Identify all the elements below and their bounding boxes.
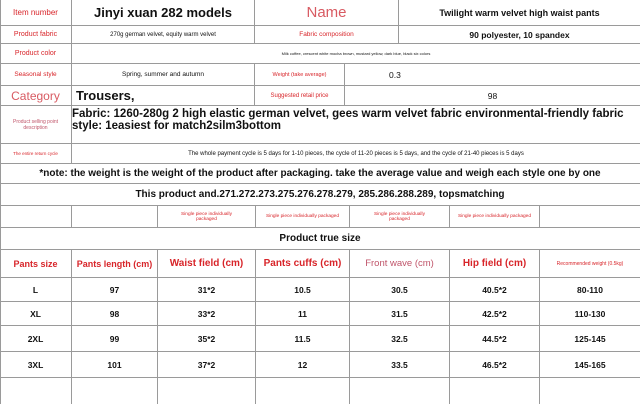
retail-price-value: 98 (487, 90, 498, 101)
size-cell: L (0, 278, 72, 301)
empty-cell (540, 378, 640, 404)
cuffs-cell: 10.5 (256, 278, 350, 301)
empty-cell (350, 378, 450, 404)
retail-price-label: Suggested retail price (255, 86, 345, 105)
length-cell: 101 (72, 352, 158, 377)
name-label: Name (255, 0, 399, 25)
front-wave-cell: 31.5 (350, 302, 450, 325)
packaging-note: *note: the weight is the weight of the product after packaging. take the average value and weigh each style one by one (39, 168, 601, 179)
item-number-label: Item number (0, 0, 72, 25)
row-selling-point (0, 106, 640, 144)
seasonal-style-label: Seasonal style (0, 64, 72, 85)
size-table-title: Product true size (279, 233, 361, 244)
front-wave-cell: 33.5 (350, 352, 450, 377)
selling-point-label: Product selling point description (0, 106, 72, 143)
front-wave-cell: 32.5 (350, 326, 450, 351)
front-wave-cell: 30.5 (350, 278, 450, 301)
cuffs-cell: 12 (256, 352, 350, 377)
header-pants-length: Pants length (cm) (72, 250, 158, 277)
matching-products: This product and.271.272.273.275.276.278.279, 285.286.288.289, topsmatching (135, 189, 505, 200)
hip-cell: 44.5*2 (450, 326, 540, 351)
waist-cell: 35*2 (158, 326, 256, 351)
empty-cell (72, 206, 158, 227)
header-waist-field: Waist field (cm) (158, 250, 256, 277)
packaging-label: Single piece individually packaged (256, 206, 350, 227)
header-hip-field: Hip field (cm) (450, 250, 540, 277)
length-cell: 99 (72, 326, 158, 351)
empty-cell (540, 206, 640, 227)
row-return-cycle (0, 144, 640, 164)
cuffs-cell: 11 (256, 302, 350, 325)
product-color-value: Milk coffee, crescent white mocha brown, mustard yellow, dark blue, black six colors (281, 51, 431, 56)
row-item-number (0, 0, 640, 26)
fabric-composition-value: 90 polyester, 10 spandex (469, 29, 570, 40)
return-cycle-label: The entire return cycle (0, 144, 72, 163)
table-row (0, 326, 640, 352)
weight-cell: 145-165 (574, 359, 606, 370)
row-product-fabric (0, 26, 640, 44)
packaging-label: Single piece individually packaged (350, 206, 450, 227)
fabric-composition-label: Fabric composition (255, 26, 399, 43)
length-cell: 97 (72, 278, 158, 301)
header-pants-size: Pants size (0, 250, 72, 277)
header-recommended-weight: Recommended weight (0.5kg) (556, 260, 624, 267)
table-row-empty (0, 378, 640, 404)
hip-cell: 42.5*2 (450, 302, 540, 325)
table-row (0, 302, 640, 326)
empty-cell (158, 378, 256, 404)
category-label: Category (0, 86, 72, 105)
seasonal-style-value: Spring, summer and autumn (72, 64, 255, 85)
empty-cell (0, 378, 72, 404)
row-seasonal-style (0, 64, 640, 86)
size-cell: 2XL (0, 326, 72, 351)
product-fabric-label: Product fabric (0, 26, 72, 43)
packaging-label: Single piece individually packaged (158, 206, 256, 227)
cuffs-cell: 11.5 (256, 326, 350, 351)
empty-cell (0, 206, 72, 227)
waist-cell: 31*2 (158, 278, 256, 301)
weight-cell: 110-130 (574, 308, 606, 319)
return-cycle-value: The whole payment cycle is 5 days for 1-10 pieces, the cycle of 11-20 pieces is 5 days, and the cycle of 21-40 pieces is 5 days (188, 150, 524, 157)
packaging-label: Single piece individually packaged (450, 206, 540, 227)
weight-value: 0.3 (389, 69, 401, 80)
table-row (0, 352, 640, 378)
header-pants-cuffs: Pants cuffs (cm) (256, 250, 350, 277)
row-note (0, 164, 640, 184)
weight-cell: 125-145 (574, 333, 606, 344)
category-value: Trousers, (72, 86, 255, 105)
hip-cell: 46.5*2 (450, 352, 540, 377)
row-size-title (0, 228, 640, 250)
header-front-wave: Front wave (cm) (350, 250, 450, 277)
empty-cell (72, 378, 158, 404)
size-cell: XL (0, 302, 72, 325)
waist-cell: 37*2 (158, 352, 256, 377)
weight-cell: 80-110 (577, 284, 603, 295)
size-table-header (0, 250, 640, 278)
product-color-label: Product color (0, 44, 72, 63)
row-category (0, 86, 640, 106)
item-number-value: Jinyi xuan 282 models (72, 0, 255, 25)
selling-point-value: Fabric: 1260-280g 2 high elastic german velvet, gees warm velvet fabric environmental-friendly fabric style: 1easiest for match2silm3bottom (72, 108, 624, 132)
row-product-color (0, 44, 640, 64)
row-matching (0, 184, 640, 206)
name-value: Twilight warm velvet high waist pants (439, 7, 600, 18)
length-cell: 98 (72, 302, 158, 325)
weight-label: Weight (take average) (255, 64, 345, 85)
empty-cell (450, 378, 540, 404)
size-cell: 3XL (0, 352, 72, 377)
empty-cell (256, 378, 350, 404)
row-packaging (0, 206, 640, 228)
waist-cell: 33*2 (158, 302, 256, 325)
hip-cell: 40.5*2 (450, 278, 540, 301)
table-row (0, 278, 640, 302)
product-fabric-value: 270g german velvet, equity warm velvet (72, 26, 255, 43)
